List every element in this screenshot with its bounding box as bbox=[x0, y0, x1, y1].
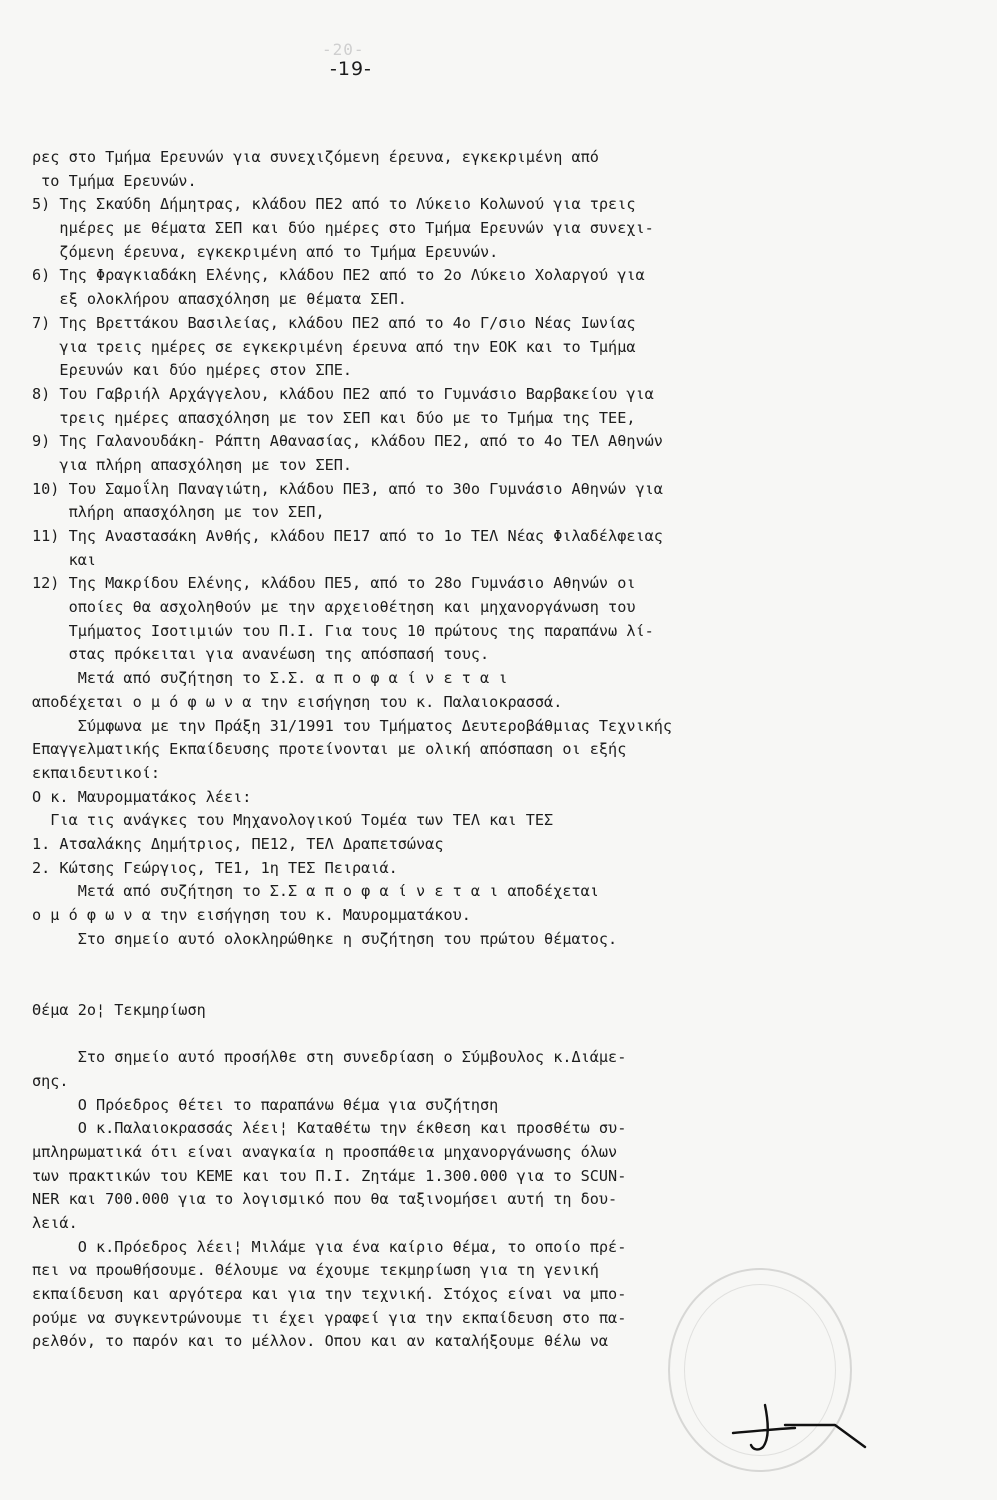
text-line: ο μ ό φ ω ν α την εισήγηση του κ. Μαυρομματάκου. bbox=[32, 906, 471, 924]
text-line: τρεις ημέρες απασχόληση με τον ΣΕΠ και δύο με το Τμήμα της ΤΕΕ, bbox=[32, 408, 636, 427]
text-line: Θέμα 2ο¦ Τεκμηρίωση bbox=[32, 1000, 206, 1019]
text-line: Επαγγελματικής Εκπαίδευσης προτείνονται με ολική απόσπαση οι εξής bbox=[32, 740, 627, 759]
text-line: NER και 700.000 για το λογισμικό που θα ταξινομήσει αυτή τη δου- bbox=[32, 1190, 618, 1209]
text-line: Μετά από συζήτηση το Σ.Σ. α π ο φ α ί ν ε τ α ι bbox=[32, 669, 508, 688]
text-line: εκπαίδευση και αργότερα και για την τεχνική. Στόχος είναι να μπο- bbox=[32, 1285, 627, 1303]
text-line: Ο κ.Παλαιοκρασσάς λέει¦ Καταθέτω την έκθεση και προσθέτω συ- bbox=[32, 1119, 627, 1138]
text-line: 6) Της Φραγκιαδάκη Ελένης, κλάδου ΠΕ2 από το 2ο Λύκειο Χολαργού για bbox=[32, 266, 645, 285]
text-line: για πλήρη απασχόληση με τον ΣΕΠ. bbox=[32, 455, 353, 474]
text-line: σης. bbox=[32, 1071, 69, 1090]
text-line: 9) Της Γαλανουδάκη- Ράπτη Αθανασίας, κλάδου ΠΕ2, από το 4ο ΤΕΛ Αθηνών bbox=[32, 432, 663, 451]
text-line: Ο κ. Μαυρομματάκος λέει: bbox=[32, 787, 252, 806]
text-line: ρούμε να συγκεντρώνουμε τι έχει γραφεί για την εκπαίδευση στο πα- bbox=[32, 1308, 627, 1327]
text-line: Σύμφωνα με την Πράξη 31/1991 του Τμήματος Δευτεροβάθμιας Τεχνικής bbox=[32, 716, 673, 735]
text-line: Στο σημείο αυτό προσήλθε στη συνεδρίαση ο Σύμβουλος κ.Διάμε- bbox=[32, 1048, 627, 1067]
text-line: πει να προωθήσουμε. Θέλουμε να έχουμε τεκμηρίωση για τη γενική bbox=[32, 1261, 599, 1280]
text-line: 10) Του Σαμοΐλη Παναγιώτη, κλάδου ΠΕ3, από το 30ο Γυμνάσιο Αθηνών για bbox=[32, 479, 663, 498]
text-line: το Τμήμα Ερευνών. bbox=[32, 171, 197, 190]
text-line: και bbox=[32, 550, 97, 569]
text-line: λειά. bbox=[32, 1213, 78, 1232]
text-line: αποδέχεται ο μ ό φ ω ν α την εισήγηση του κ. Παλαιοκρασσά. bbox=[32, 692, 563, 711]
text-line: 5) Της Σκαύδη Δήμητρας, κλάδου ΠΕ2 από το Λύκειο Κολωνού για τρεις bbox=[32, 195, 636, 214]
text-line: Τμήματος Ισοτιμιών του Π.Ι. Για τους 10 πρώτους της παραπάνω λί- bbox=[32, 621, 654, 640]
minutes-body-text bbox=[32, 146, 962, 1354]
text-line: ζόμενη έρευνα, εγκεκριμένη από το Τμήμα Ερευνών. bbox=[32, 242, 499, 261]
text-line: ρελθόν, το παρόν και το μέλλον. Οπου και αν καταλήξουμε θέλω να bbox=[32, 1332, 609, 1351]
handwritten-signature bbox=[725, 1395, 875, 1455]
faded-page-number: -20- bbox=[322, 40, 365, 59]
text-line: για τρεις ημέρες σε εγκεκριμένη έρευνα από την ΕΟΚ και το Τμήμα bbox=[32, 337, 636, 356]
text-line: στας πρόκειται για ανανέωση της απόσπασή τους. bbox=[32, 645, 490, 664]
text-line: εκπαιδευτικοί: bbox=[32, 763, 161, 782]
text-line: 11) Της Αναστασάκη Ανθής, κλάδου ΠΕ17 από το 1ο ΤΕΛ Νέας Φιλαδέλφειας bbox=[32, 527, 663, 545]
text-line: Στο σημείο αυτό ολοκληρώθηκε η συζήτηση του πρώτου θέματος. bbox=[32, 929, 618, 948]
text-line: μπληρωματικά ότι είναι αναγκαία η προσπάθεια μηχανοργάνωσης όλων bbox=[32, 1142, 618, 1161]
text-line: 7) Της Βρεττάκου Βασιλείας, κλάδου ΠΕ2 από το 4ο Γ/σιο Νέας Ιωνίας bbox=[32, 313, 636, 332]
text-line: των πρακτικών του ΚΕΜΕ και του Π.Ι. Ζητάμε 1.300.000 για το SCUN- bbox=[32, 1166, 627, 1185]
text-line: εξ ολοκλήρου απασχόληση με θέματα ΣΕΠ. bbox=[32, 290, 407, 309]
text-line: 12) Της Μακρίδου Ελένης, κλάδου ΠΕ5, από το 28ο Γυμνάσιο Αθηνών οι bbox=[32, 574, 636, 593]
text-line bbox=[32, 951, 962, 975]
text-line: Για τις ανάγκες του Μηχανολογικού Τομέα των ΤΕΛ και ΤΕΣ bbox=[32, 811, 554, 830]
text-line bbox=[32, 1022, 962, 1046]
text-line: Ερευνών και δύο ημέρες στον ΣΠΕ. bbox=[32, 361, 353, 380]
text-line: 2. Κώτσης Γεώργιος, ΤΕ1, 1η ΤΕΣ Πειραιά. bbox=[32, 858, 398, 877]
text-line: Ο Πρόεδρος θέτει το παραπάνω θέμα για συζήτηση bbox=[32, 1095, 499, 1114]
text-line: 8) Του Γαβριήλ Αρχάγγελου, κλάδου ΠΕ2 από το Γυμνάσιο Βαρβακείου για bbox=[32, 384, 654, 403]
text-line: πλήρη απασχόληση με τον ΣΕΠ, bbox=[32, 503, 325, 522]
text-line: Μετά από συζήτηση το Σ.Σ α π ο φ α ί ν ε τ α ι αποδέχεται bbox=[32, 882, 599, 901]
text-line: ημέρες με θέματα ΣΕΠ και δύο ημέρες στο Τμήμα Ερευνών για συνεχι- bbox=[32, 219, 654, 238]
text-line: 1. Ατσαλάκης Δημήτριος, ΠΕ12, ΤΕΛ Δραπετσώνας bbox=[32, 834, 444, 853]
text-line: ρες στο Τμήμα Ερευνών για συνεχιζόμενη έρευνα, εγκεκριμένη από bbox=[32, 148, 599, 166]
page-number: -19- bbox=[330, 58, 372, 80]
text-line: οποίες θα ασχοληθούν με την αρχειοθέτηση και μηχανοργάνωση του bbox=[32, 598, 636, 617]
text-line: Ο κ.Πρόεδρος λέει¦ Μιλάμε για ένα καίριο θέμα, το οποίο πρέ- bbox=[32, 1237, 627, 1256]
text-line bbox=[32, 975, 962, 999]
